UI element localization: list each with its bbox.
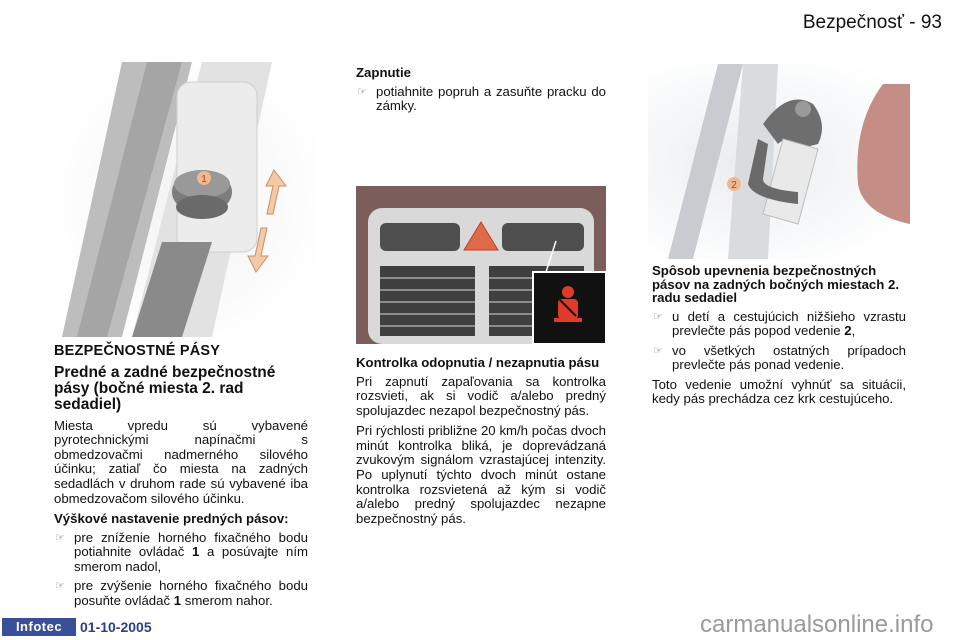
figure-rear-belt-guide (648, 64, 910, 259)
pointing-hand-icon: ☞ (55, 531, 65, 544)
page-number: 93 (920, 12, 942, 33)
page-header: Bezpečnosť - 93 (802, 12, 942, 33)
svg-text:2: 2 (731, 180, 737, 191)
warning-lamp-section (356, 356, 606, 532)
right-column (652, 264, 906, 413)
list-item: ☞ potiahnite popruh a zasuňte pracku do zámky. (357, 83, 606, 114)
list-item: ☞ u detí a cestujúcich nižšieho vzrastu prevlečte pás popod vedenie 2, (653, 308, 906, 339)
watermark: carmanualsonline.info (700, 611, 934, 638)
callout-2-marker (727, 177, 741, 191)
infotec-logo: Infotec (2, 618, 76, 636)
pointing-hand-icon: ☞ (653, 310, 663, 323)
list-item: ☞ pre zvýšenie horného fixačného bodu posuňte ovládač 1 smerom nahor. (55, 578, 308, 609)
pointing-hand-icon: ☞ (55, 580, 65, 593)
belt-guide-heading: Spôsob upevnenia bezpečnostných pásov na zadných bočných miestach 2. radu sedadiel (652, 263, 899, 305)
section-heading: BEZPEČNOSTNÉ PÁSY (54, 343, 221, 359)
intro-paragraph: Miesta vpredu sú vybavené pyrotechnickými napínačmi s obmedzovačmi nadmerného silového účinku; zatiaľ čo miesta na zadných sedadlách v druhom rade sú vybavené iba obmedzovačom silového účinku. (54, 417, 308, 506)
figure-height-adjuster (62, 62, 317, 337)
height-adjust-heading: Výškové nastavenie predných pásov: (54, 511, 289, 527)
svg-text:1: 1 (201, 174, 207, 185)
warning-paragraph-2: Pri rýchlosti približne 20 km/h počas dvoch minút kontrolka bliká, je doprevádzaná zvukovým signálom vzrastajúcej intenzity. Po uplynutí týchto dvoch minút ostane kontrolka rozsvietená až kým si vodič a/alebo predný spolujazdec nezapne bezpečnostný pás. (356, 423, 606, 526)
list-item: ☞ pre zníženie horného fixačného bodu potiahnite ovládač 1 a posúvajte ním smerom nadol, (55, 529, 309, 574)
list-item: ☞ vo všetkých ostatných prípadoch prevlečte pás ponad vedenie. (653, 342, 906, 373)
warning-heading: Kontrolka odopnutia / nezapnutia pásu (356, 355, 600, 370)
figure-warning-lamp (356, 186, 606, 344)
fastening-heading: Zapnutie (356, 65, 411, 80)
pointing-hand-icon: ☞ (357, 85, 367, 98)
section-title: Bezpečnosť (802, 12, 904, 33)
warning-paragraph-1: Pri zapnutí zapaľovania sa kontrolka rozsvieti, ak si vodič a/alebo predný spolujazdec nezapol bezpečnostný pás. (356, 373, 606, 418)
left-column (54, 344, 308, 614)
fastening-section (356, 66, 606, 119)
pointing-hand-icon: ☞ (653, 344, 663, 357)
subsection-heading: Predné a zadné bezpečnostné pásy (bočné miesta 2. rad sedadiel) (54, 363, 276, 413)
belt-guide-note: Toto vedenie umožní vyhnúť sa situácii, kedy pás prechádza cez krk cestujúceho. (652, 376, 906, 407)
footer-date: 01-10-2005 (80, 619, 152, 635)
callout-1-marker (197, 171, 211, 185)
